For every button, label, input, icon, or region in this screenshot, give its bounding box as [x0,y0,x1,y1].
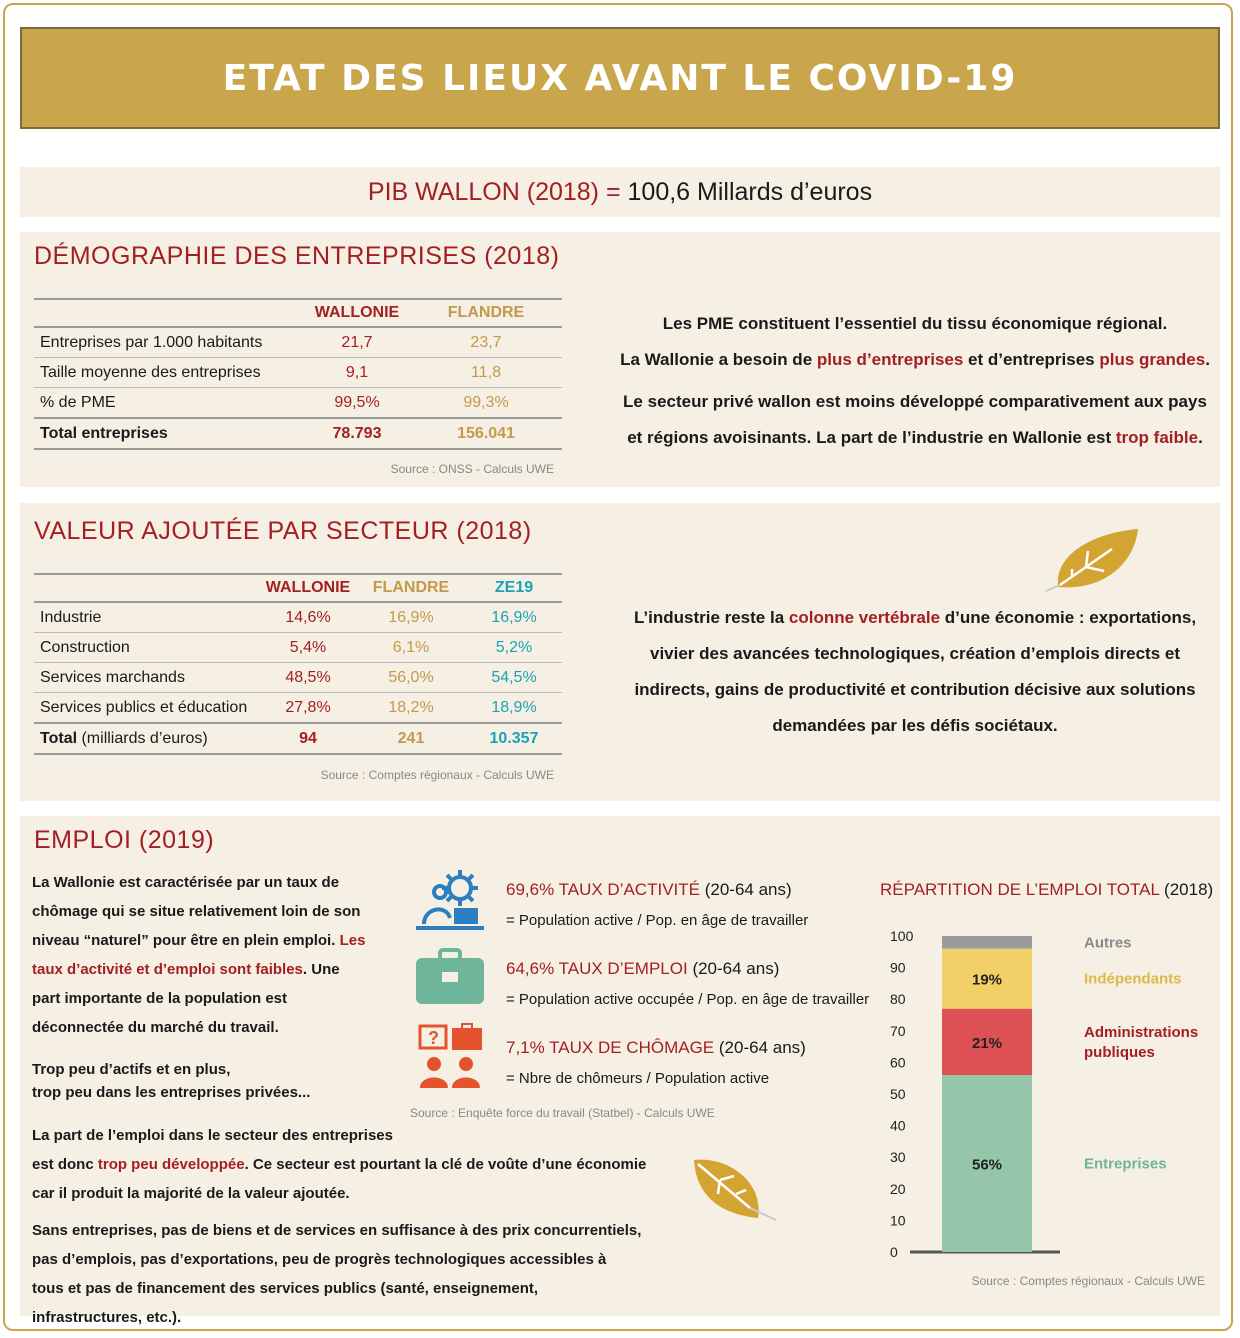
row-label: Taille moyenne des entreprises [34,358,304,388]
cell-wallonie: 14,6% [260,602,356,633]
title-banner [20,27,1220,129]
cell-ze19: 5,2% [466,633,562,663]
demographie-text [610,306,1220,456]
col-header-ze19: ZE19 [466,574,562,602]
cell-flandre: 6,1% [356,633,466,663]
col-header-flandre: FLANDRE [410,299,562,327]
cell-wallonie: 48,5% [260,663,356,693]
emploi-paragraph-2: Trop peu d’actifs et en plus, trop peu dans les entreprises privées... [32,1061,311,1101]
briefcase-icon [414,948,486,1008]
y-tick-label: 90 [890,959,906,976]
valeur-title: VALEUR AJOUTÉE PAR SECTEUR (2018) [34,517,532,545]
kpi-activite: 69,6% TAUX D’ACTIVITÉ (20-64 ans) [506,880,792,899]
table-row [34,663,562,693]
cell-ze19: 10.357 [466,723,562,754]
emploi-paragraph-4: Sans entreprises, pas de biens et de services en suffisance à des prix concurrentiels, pas d’emplois, pas d’exportations, peu de progrès technologiques accessibles à tous et pas de financement des services publics (santé, enseignement, infrastructures, etc.). [32,1222,642,1326]
y-tick-label: 50 [890,1086,906,1102]
legend-label: Indépendants [1084,970,1182,988]
kpi-source: Source : Enquête force du travail (Statbel) - Calculs UWE [410,1106,715,1120]
emploi-title: EMPLOI (2019) [34,826,215,854]
y-tick-label: 80 [890,991,906,1008]
y-tick-label: 30 [890,1149,906,1166]
text-line: et régions avoisinants. La part de l’industrie en Wallonie est trop faible. [627,428,1203,447]
cell-ze19: 18,9% [466,693,562,724]
table-corner [34,299,304,327]
cell-flandre: 18,2% [356,693,466,724]
col-header-wallonie: WALLONIE [304,299,410,327]
data-label: 56% [971,1156,1003,1174]
cell-flandre: 99,3% [410,388,562,419]
row-label: % de PME [34,388,304,419]
pib-value: 100,6 Millards d’euros [627,177,873,206]
cell-wallonie: 94 [260,723,356,754]
cell-wallonie: 21,7 [304,327,410,358]
text-line: vivier des avancées technologiques, création d’emplois directs et [649,644,1181,663]
text-line: L’industrie reste la colonne vertébrale d’une économie : exportations, [633,608,1197,627]
data-label: 19% [971,971,1003,989]
y-tick-label: 70 [890,1022,906,1039]
chart-title: RÉPARTITION DE L’EMPLOI TOTAL (2018) [880,880,1214,899]
demographie-title: DÉMOGRAPHIE DES ENTREPRISES (2018) [34,242,560,270]
legend-label: publiques [1084,1043,1155,1061]
kpi-activite-definition: = Population active / Pop. en âge de travailler [506,912,809,929]
cell-ze19: 16,9% [466,602,562,633]
demographie-source: Source : ONSS - Calculs UWE [390,462,554,476]
valeur-panel [20,503,1220,801]
y-tick-label: 10 [890,1212,906,1229]
leaf-icon [688,1154,788,1222]
employment-chart [860,916,1210,1276]
y-tick-label: 20 [890,1180,906,1197]
cell-wallonie: 5,4% [260,633,356,663]
text-line: Le secteur privé wallon est moins développé comparativement aux pays [623,392,1207,411]
col-header-wallonie: WALLONIE [260,574,356,602]
table-total-row [34,723,562,754]
bar-segment-autres [942,936,1032,949]
emploi-paragraph-3: La part de l’emploi dans le secteur des entreprises est donc trop peu développée. Ce secteur est pourtant la clé de voûte d’une économie car il produit la majorité de la valeur ajoutée. [32,1127,647,1202]
row-label: Services publics et éducation [34,693,260,724]
row-label: Entreprises par 1.000 habitants [34,327,304,358]
table-corner [34,574,260,602]
row-label: Total entreprises [34,418,304,449]
svg-text:?: ? [428,1028,439,1048]
cell-wallonie: 99,5% [304,388,410,419]
kpi-emploi-definition: = Population active occupée / Pop. en âge de travailler [506,991,870,1008]
cell-wallonie: 78.793 [304,418,410,449]
text-line: La Wallonie a besoin de plus d’entreprises et d’entreprises plus grandes. [620,350,1210,369]
y-tick-label: 40 [890,1117,906,1134]
table-total-row [34,418,562,449]
cell-flandre: 16,9% [356,602,466,633]
legend-label: Autres [1084,934,1132,952]
table-row [34,358,562,388]
table-row [34,327,562,358]
cell-ze19: 54,5% [466,663,562,693]
cell-flandre: 156.041 [410,418,562,449]
cell-flandre: 11,8 [410,358,562,388]
cell-flandre: 56,0% [356,663,466,693]
kpi-chomage: 7,1% TAUX DE CHÔMAGE (20-64 ans) [506,1038,806,1057]
data-label: 21% [971,1034,1003,1052]
valeur-text [610,600,1220,744]
valeur-source: Source : Comptes régionaux - Calculs UWE [320,768,554,782]
page-title: ETAT DES LIEUX AVANT LE COVID-19 [222,57,1018,99]
job-seekers-icon [416,1022,488,1090]
demographie-table [34,298,562,450]
legend-label: Administrations [1084,1023,1199,1041]
table-row [34,633,562,663]
table-row [34,693,562,724]
row-label: Services marchands [34,663,260,693]
valeur-table [34,573,562,755]
cell-wallonie: 9,1 [304,358,410,388]
chart-source: Source : Comptes régionaux - Calculs UWE [971,1274,1205,1288]
y-tick-label: 0 [890,1244,898,1260]
table-row [34,602,562,633]
pib-label: PIB WALLON (2018) = [367,177,621,206]
y-tick-label: 60 [890,1054,906,1071]
row-label: Industrie [34,602,260,633]
kpi-chomage-definition: = Nbre de chômeurs / Population active [506,1070,770,1087]
table-row [34,388,562,419]
cell-flandre: 23,7 [410,327,562,358]
text-line: Les PME constituent l’essentiel du tissu économique régional. [662,314,1168,333]
text-line: indirects, gains de productivité et contribution décisive aux solutions [634,680,1196,699]
gear-worker-icon [410,866,490,932]
kpi-emploi: 64,6% TAUX D’EMPLOI (20-64 ans) [506,959,780,978]
row-label: Total (milliards d’euros) [34,723,260,754]
y-tick-label: 100 [890,928,914,944]
legend-label: Entreprises [1084,1155,1167,1173]
demographie-panel [20,232,1220,487]
emploi-paragraph-1: La Wallonie est caractérisée par un taux de chômage qui se situe relativement loin de son niveau “naturel” pour être en plein emploi. Les taux d’activité et d’emploi sont faibles. Une part importante de la population est déconnectée du marché du travail. [32,874,366,1036]
pib-panel [20,167,1220,217]
text-line: demandées par les défis sociétaux. [772,716,1058,735]
row-label: Construction [34,633,260,663]
leaf-icon [1042,525,1142,593]
cell-wallonie: 27,8% [260,693,356,724]
col-header-flandre: FLANDRE [356,574,466,602]
cell-flandre: 241 [356,723,466,754]
emploi-panel [20,816,1220,1326]
